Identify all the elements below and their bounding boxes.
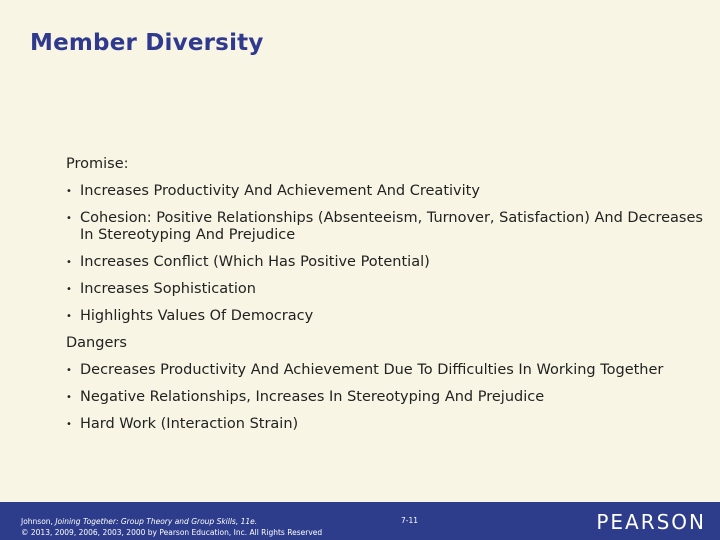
bullet-icon: • (66, 213, 72, 224)
promise-label: Promise: (66, 156, 129, 172)
bullet-icon: • (66, 311, 72, 322)
pearson-logo: PEARSON (596, 510, 706, 534)
bullet-icon: • (66, 186, 72, 197)
list-item (66, 416, 706, 433)
footer-author: Johnson, (21, 517, 56, 526)
list-item (66, 389, 706, 406)
list-item (66, 362, 706, 379)
list-item (66, 254, 706, 271)
list-item-text: Highlights Values Of Democracy (80, 308, 314, 324)
bullet-icon: • (66, 257, 72, 268)
slide-content (66, 156, 706, 443)
bullet-icon: • (66, 419, 72, 430)
bullet-icon: • (66, 284, 72, 295)
list-item-text: Increases Productivity And Achievement And Creativity (80, 183, 480, 199)
list-item-text: Negative Relationships, Increases In Stereotyping And Prejudice (80, 389, 545, 405)
list-item (66, 281, 706, 298)
list-item-text: Decreases Productivity And Achievement Due To Difficulties In Working Together (80, 362, 664, 378)
footer-copyright: © 2013, 2009, 2006, 2003, 2000 by Pearson Education, Inc. All Rights Reserved (21, 528, 323, 537)
slide-title: Member Diversity (30, 30, 264, 56)
footer-bar (0, 502, 720, 540)
bullet-icon: • (66, 392, 72, 403)
footer-credit (21, 516, 322, 538)
promise-list (66, 183, 706, 325)
page-number: 7-11 (401, 516, 419, 525)
footer-citation (21, 516, 322, 527)
footer-book-title: Joining Together: Group Theory and Group Skills, 11e. (55, 517, 258, 526)
list-item (66, 308, 706, 325)
dangers-list (66, 362, 706, 433)
list-item (66, 210, 706, 244)
list-item-text: Hard Work (Interaction Strain) (80, 416, 299, 432)
list-item-text: Cohesion: Positive Relationships (Absenteeism, Turnover, Satisfaction) And Decreases In Stereotyping And Prejudice (80, 210, 703, 243)
list-item (66, 183, 706, 200)
list-item-text: Increases Sophistication (80, 281, 256, 297)
dangers-label: Dangers (66, 335, 127, 351)
bullet-icon: • (66, 365, 72, 376)
list-item-text: Increases Conflict (Which Has Positive Potential) (80, 254, 430, 270)
